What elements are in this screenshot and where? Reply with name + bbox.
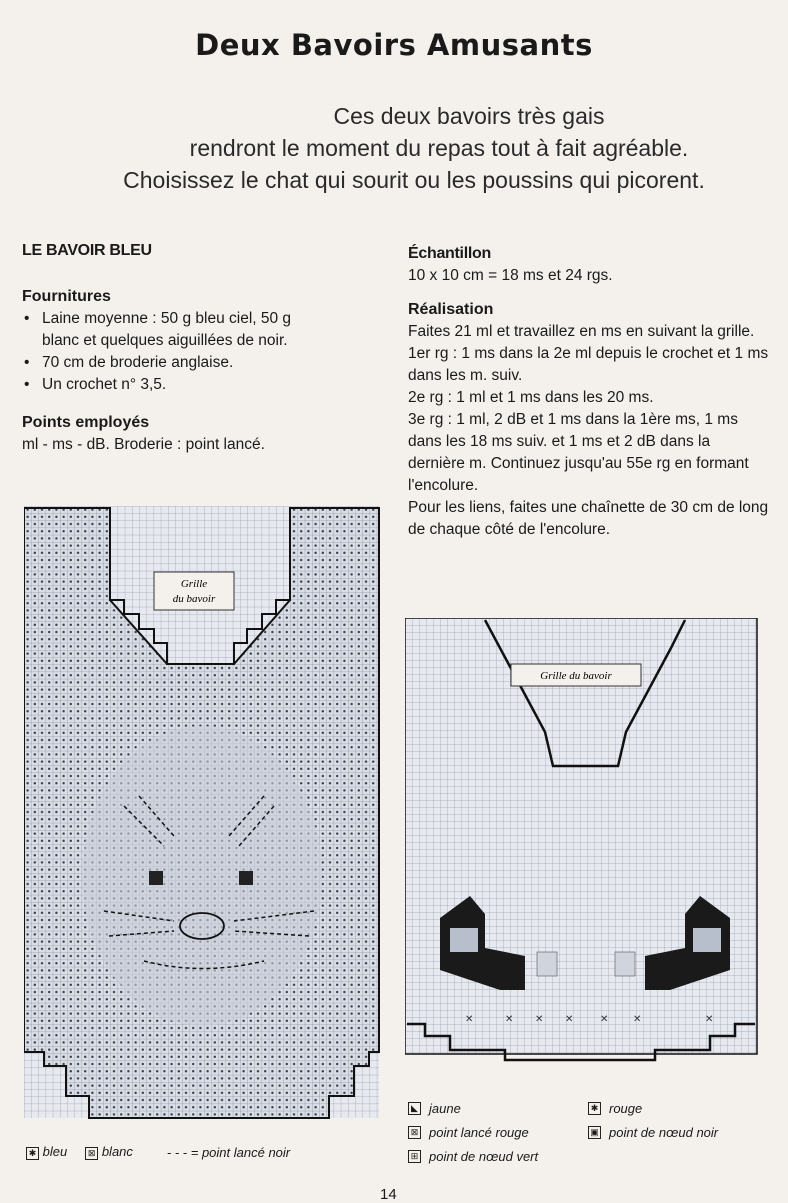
- svg-text:✕: ✕: [465, 1014, 474, 1025]
- realisation-paragraph: 2e rg : 1 ml et 1 ms dans les 20 ms.: [408, 389, 654, 406]
- legend-item: ⊠ point lancé rouge: [408, 1120, 588, 1144]
- realisation-paragraph: Faites 21 ml et travaillez en ms en suivant la grille.: [408, 323, 755, 340]
- legend-symbol-icon: ✱: [588, 1102, 601, 1115]
- section-heading: LE BAVOIR BLEU: [22, 242, 152, 259]
- grid-label: Grille du bavoir: [540, 670, 612, 682]
- legend-left: [26, 1140, 386, 1164]
- legend-item: ✱ rouge: [588, 1096, 768, 1120]
- intro-line: Ces deux bavoirs très gais: [333, 103, 605, 129]
- list-item: • 70 cm de broderie anglaise.: [24, 354, 234, 371]
- page-title: Deux Bavoirs Amusants: [195, 28, 593, 62]
- grid-label: du bavoir: [172, 593, 216, 605]
- svg-text:✕: ✕: [600, 1014, 609, 1025]
- legend-symbol-icon: ✱: [26, 1147, 39, 1160]
- legend-item: ◣ jaune: [408, 1096, 588, 1120]
- page-number: 14: [380, 1186, 397, 1203]
- legend-symbol-icon: ▣: [588, 1126, 601, 1139]
- intro-line: Choisissez le chat qui sourit ou les poussins qui picorent.: [123, 167, 705, 193]
- svg-text:✕: ✕: [535, 1014, 544, 1025]
- legend-item: ▣ point de nœud noir: [588, 1120, 768, 1144]
- realisation-paragraph: 1er rg : 1 ms dans la 2e ml depuis le crochet et 1 ms dans les m. suiv.: [408, 345, 769, 384]
- svg-text:✕: ✕: [633, 1014, 642, 1025]
- right-column: [408, 243, 770, 541]
- svg-text:✕: ✕: [565, 1014, 574, 1025]
- intro: [0, 100, 788, 196]
- echantillon-text: 10 x 10 cm = 18 ms et 24 rgs.: [408, 267, 613, 284]
- legend-item: - - - = point lancé noir: [166, 1144, 291, 1160]
- echantillon-title: Échantillon: [408, 245, 491, 262]
- realisation-paragraph: 3e rg : 1 ml, 2 dB et 1 ms dans la 1ère ms, 1 ms dans les 18 ms suiv. et 1 ms et 2 dB dans la dernière m. Continuez jusqu'au 55e rg en formant l'encolure.: [408, 411, 749, 494]
- legend-symbol-icon: ⊠: [408, 1126, 421, 1139]
- svg-text:✕: ✕: [705, 1014, 714, 1025]
- realisation-title: Réalisation: [408, 301, 494, 318]
- chick-bib-chart: [405, 618, 770, 1066]
- cat-face: [82, 726, 322, 1026]
- legend-item: ⊞ point de nœud vert: [408, 1144, 588, 1168]
- legend-symbol-icon: ◣: [408, 1102, 421, 1115]
- cat-bib-chart: [24, 506, 394, 1122]
- left-column: [22, 240, 392, 456]
- cat-eye: [239, 871, 253, 885]
- fournitures-title: Fournitures: [22, 288, 111, 305]
- cat-eye: [149, 871, 163, 885]
- legend-right: [408, 1096, 778, 1168]
- list-item: • Un crochet n° 3,5.: [24, 376, 167, 393]
- legend-symbol-icon: ⊞: [408, 1150, 421, 1163]
- grid-label: Grille: [180, 578, 208, 590]
- points-text: ml - ms - dB. Broderie : point lancé.: [22, 436, 265, 453]
- svg-text:✕: ✕: [505, 1014, 514, 1025]
- points-title: Points employés: [22, 414, 150, 431]
- dash-icon: - - -: [166, 1144, 188, 1160]
- legend-item: ⊠ blanc: [85, 1144, 133, 1160]
- legend-row: [26, 1140, 386, 1164]
- legend-item: ✱ bleu: [26, 1144, 67, 1160]
- list-item: • Laine moyenne : 50 g bleu ciel, 50 g blanc et quelques aiguillées de noir.: [24, 310, 292, 349]
- legend-symbol-icon: ⊠: [85, 1147, 98, 1160]
- intro-line: rendront le moment du repas tout à fait agréable.: [189, 135, 689, 161]
- realisation-paragraph: Pour les liens, faites une chaînette de 30 cm de long de chaque côté de l'encolure.: [408, 499, 769, 538]
